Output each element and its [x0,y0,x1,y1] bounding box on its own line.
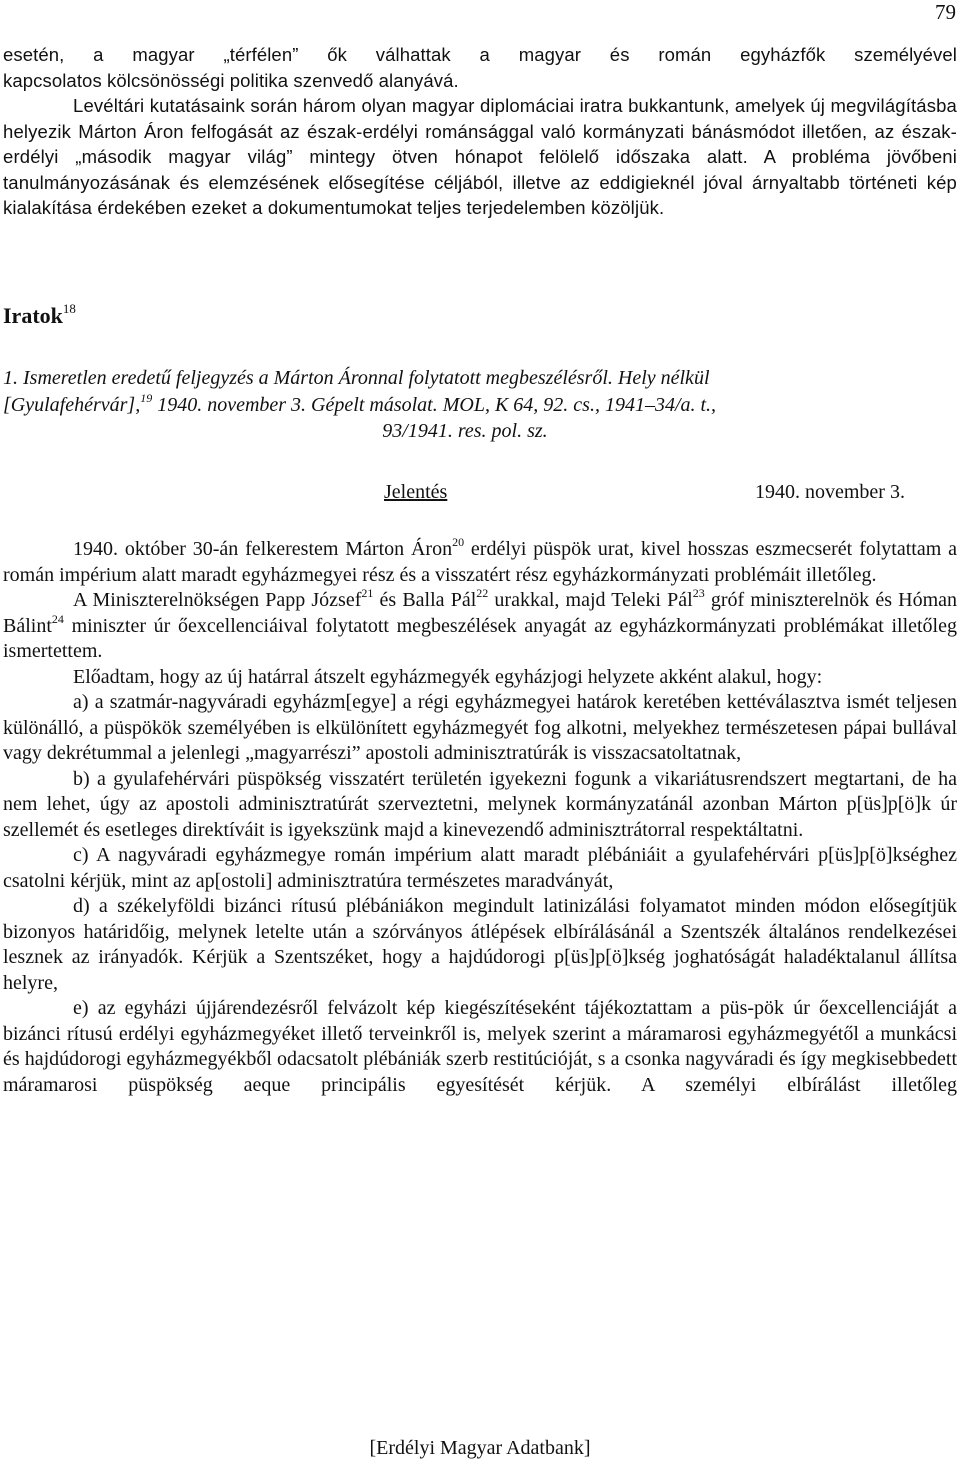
body-item-c: c) A nagyváradi egyházmegye román impérium alatt maradt plébániáit a gyulafehérvári p[üs]p[ö]kséghez csatolni kérjük, mint az ap[ostoli] adminisztratúra természetes maradványát, [3,844,957,892]
document-title-footnote: 19 [140,390,153,405]
body-p2-text-e: miniszter úr őexcellenciáival folytatott megbeszélések anyagát az egyházkormányzati problémákat illetőleg ismertettem. [3,614,957,662]
report-date: 1940. november 3. [755,481,905,503]
intro-line-2: kapcsolatos kölcsönösségi politika szenvedő alanyává. [3,69,459,91]
intro-paragraph-text: Levéltári kutatásaink során három olyan magyar diplomáciai iratra bukkantunk, amelyek új megvilágításba helyezik Márton Áron felfogását az észak-erdélyi románsággal való kormányzati bánásmódot illetően, az észak-erdélyi „második magyar világ” mintegy ötven hónapot felölelő időszaka alatt. [3,95,957,167]
intro-line-1: esetén, a magyar „térfélen” ők válhattak a magyar és román egyházfők személyével [3,44,957,65]
intro-paragraph [3,93,957,221]
intro-section [3,42,957,221]
document-title [3,365,957,445]
body-item-d: d) a székelyföldi bizánci rítusú plébániákon megindult latinizálási folyamatot minden módon elősegítjük bizonyos határidőig, melynek letelte után a szórványos átlépések elbírálásánál a Szentszék általános rendelkezései lesznek az irányadók. Kérjük a Szentszéket, hogy a hajdúdorogi p[üs]p[ö]kség joghatóságát haladéktalanul állítsa helyre, [3,895,957,994]
report-title: Jelentés [384,481,448,503]
body-p2-text-c: urakkal, majd Teleki Pál [488,589,693,611]
body-p2-footnote-1: 21 [361,586,374,600]
footer-source: [Erdélyi Magyar Adatbank] [369,1437,591,1459]
body-p2-footnote-4: 24 [51,611,64,626]
intro-paragraph-cont: A probléma jövőbeni tanulmányozásának és elemzésének elősegítése céljából, illetve az eddigieknél jóval árnyaltabb történeti kép kialakítása érdekében ezeket a dokumentumokat teljes terjedelemben közöljük. [3,146,957,218]
body-p2-text-d: gróf miniszterelnök és Hóman Bálint [3,589,958,637]
body-p2-footnote-3: 23 [692,586,705,600]
body-item-a: a) a szatmár-nagyváradi egyházm[egye] a régi egyházmegyei határok keretében kettéválasztva ismét teljesen különálló, a püspökök személyében is elkülönített egyházmegyét fog alkotni, melyekhez természetesen pápai bullával vagy dekrétummal a jelenlegi „magyarrészi” apostoli adminisztratúrák is visszacsatoltatnak, [3,691,957,764]
heading-footnote: 18 [62,301,76,316]
body-p1-text-a: 1940. október 30-án felkerestem Márton Áron [73,538,453,560]
report-body [3,537,957,1098]
body-item-b: b) a gyulafehérvári püspökség visszatért területén igyekezni fogunk a vikariátusrendszert megtartani, de ha nem lehet, úgy az apostoli adminisztratúrát szerveztetni, melynek kormányzatánál azonban Márton p[üs]p[ö]k úr szellemét és esetleges direktíváit is igyekszünk majd a kinevezendő adminisztrátorral respektáltatni. [3,767,957,841]
body-paragraph-2 [3,588,957,665]
body-paragraph-1 [3,537,957,588]
page-number: 79 [935,0,956,24]
document-title-line-2 [3,392,957,419]
document-title-line-3: 93/1941. res. pol. sz. [382,420,548,442]
body-item-e: e) az egyházi újjárendezésről felvázolt kép kiegészítéseként tájékoztattam a püs-pök úr őexcellenciáját a bizánci rítusú erdélyi egyházmegyéket illető terveinkről is, melyek szerint a máramarosi egyházmegyétől a munkácsi és hajdúdorogi egyházmegyékből odacsatolt plébániák szerb restitúcióját, s a csonka nagyváradi és így megkisebbedett máramarosi püspökség aeque principális egyesítését kérjük. A személyi elbírálást illetőleg [3,997,957,1096]
body-paragraph-3: Előadtam, hogy az új határral átszelt egyházmegyék egyházjogi helyzete akként alakul, hogy: [73,665,823,688]
body-p2-footnote-2: 22 [476,586,489,600]
body-p1-text-b: erdélyi püspök urat, kivel hosszas eszmecserét folytattam a román impérium alatt maradt egyházmegyei rész és a visszatért rész egyházkormányzati problémáit illetőleg. [3,538,957,586]
body-p1-footnote: 20 [452,535,465,549]
section-heading [3,303,76,329]
document-title-place: [Gyulafehérvár], [3,393,141,416]
document-title-line-1: 1. Ismeretlen eredetű feljegyzés a Márton Áronnal folytatott megbeszélésről. Hely nélkül [3,367,710,389]
heading-text: Iratok [3,303,63,328]
document-title-source: 1940. november 3. Gépelt másolat. MOL, K 64, 92. cs., 1941–34/a. t., [152,393,717,416]
body-p2-text-b: és Balla Pál [373,589,477,611]
body-p2-text-a: A Miniszterelnökségen Papp József [73,589,362,611]
